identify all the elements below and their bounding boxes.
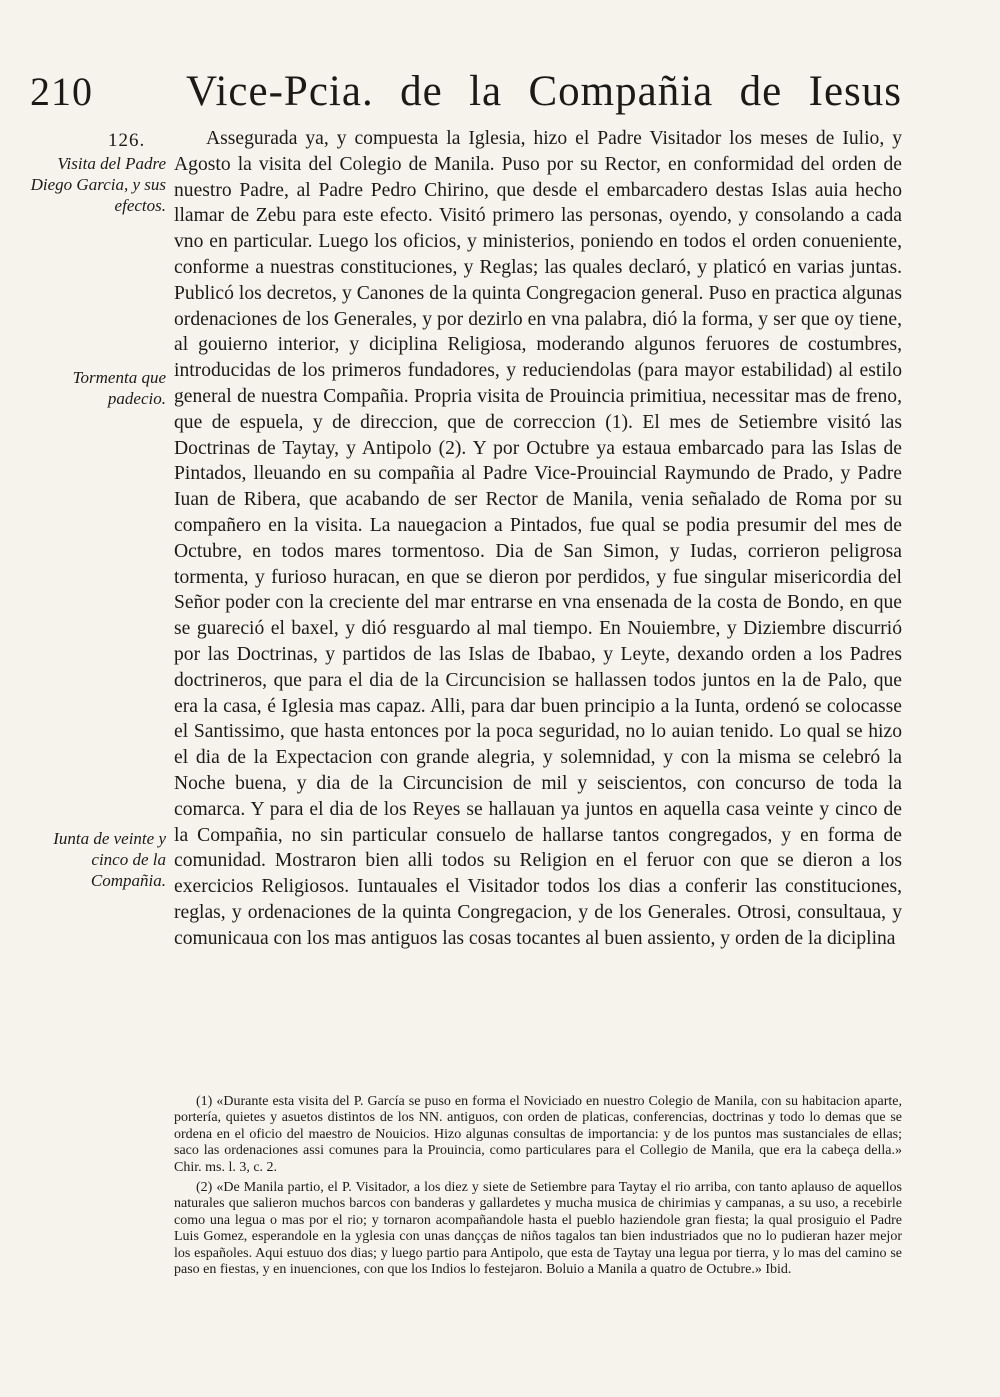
margin-note-visita: Visita del Padre Diego Garcia, y sus efectos. (30, 154, 166, 215)
section-number: 126. (108, 130, 146, 151)
running-head: Vice-Pcia. de la Compañia de Iesus (186, 68, 902, 115)
footnote-2: (2) «De Manila partio, el P. Visitador, a los diez y siete de Setiembre para Taytay el rio arriba, con tanto aplauso de aquellos naturales que salieron muchos barcos con banderas y gallardetes y mucha musica de chirimias y campanas, a su uso, a recebirle como una legua o mas por el rio; y tornaron acompañandole hasta el pueblo haziendole gran fiesta; la qual prosiguio el Padre Luis Gomez, esperandole en la yglesia con unas dançças de niños tagalos tan bien industriados que no lo pudieran hazer mejor los españoles. Aqui estuuo dos dias; y luego partio para Antipolo, que esta de Taytay una legua por tierra, y lo mas del camino se paso en fiestas, y en inuenciones, con que los Indios lo festejaron. Boluio a Manila a quatro de Octubre.» Ibid. (174, 1180, 902, 1278)
footnote-1: (1) «Durante esta visita del P. García se puso en forma el Noviciado en nuestro Colegio de Manila, con su habitacion aparte, portería, quietes y asuetos distintos de los NN. antiguos, con orden de platicas, conferencias, doctrinas y todo lo demas que se ordena en el oficio del maestro de Nouicios. Hizo algunas consultas de importancia: y de los puntos mas sustanciales de ellas; saco las ordenaciones assi comunes para la Prouincia, como particulares para el Collegio de Manila, que era la cabeça della.» Chir. ms. l. 3, c. 2. (174, 1094, 902, 1175)
footnotes (174, 1094, 902, 1282)
margin-note-tormenta: Tormenta que padecio. (72, 368, 166, 408)
body-paragraph: Assegurada ya, y compuesta la Iglesia, hizo el Padre Visitador los meses de Iulio, y Agosto la visita del Colegio de Manila. Puso por su Rector, en conformidad del orden de nuestro Padre, al Padre Pedro Chirino, que desde el embarcadero destas Islas auia hecho llamar de Zebu para este efecto. Visitó primero las personas, oyendo, y consolando a cada vno en particular. Luego los oficios, y ministerios, poniendo en todos el orden conueniente, conforme a nuestras constituciones, y Reglas; las quales declaró, y platicó en varias juntas. Publicó los decretos, y Canones de la quinta Congregacion general. Puso en practica algunas ordenaciones de los Generales, y por dezirlo en vna palabra, dió la forma, y ser que oy tiene, al gouierno interior, y diciplina Religiosa, moderando algunos feruores de costumbres, introducidas de los primeros fundadores, y reduciendolas (para mayor estabilidad) al estilo general de nuestra Compañia. Propria visita de Prouincia primitiua, necessitar mas de freno, que de espuela, y de direccion, que de correccion (1). El mes de Setiembre visitó las Doctrinas de Taytay, y Antipolo (2). Y por Octubre ya estaua embarcado para las Islas de Pintados, lleuando en su compañia al Padre Vice-Prouincial Raymundo de Prado, y Padre Iuan de Ribera, que acabando de ser Rector de Manila, venia señalado de Roma por su compañero en la visita. La nauegacion a Pintados, fue qual se podia presumir del mes de Octubre, en todos mares tormentoso. Dia de San Simon, y Iudas, corrieron peligrosa tormenta, y furioso huracan, en que se dieron por perdidos, y fue singular misericordia del Señor poder con la creciente del mar entrarse en vna ensenada de la costa de Bondo, en que se guareció el baxel, y dió resguardo al mal tiempo. En Nouiembre, y Diziembre discurrió por las Doctrinas, y partidos de las Islas de Ibabao, y Leyte, dexando orden a los Padres doctrineros, que para el dia de la Circuncision se hallassen todos juntos en la de Palo, que era la casa, é Iglesia mas capaz. Alli, para dar buen principio a la Iunta, ordenó se colocasse el Santissimo, que hasta entonces por la poca seguridad, no lo auian tenido. Lo qual se hizo el dia de la Expectacion con grande alegria, y solemnidad, y con la misma se celebró la Noche buena, y dia de la Circuncision de mil y seiscientos, con concurso de toda la comarca. Y para el dia de los Reyes se hallauan ya juntos en aquella casa veinte y cinco de la Compañia, no sin particular consuelo de hallarse tantos congregados, y en forma de comunidad. Mostraron bien alli todos su Religion en el feruor con que se dieron a los exercicios Religiosos. Iuntauales el Visitador todos los dias a conferir las constituciones, reglas, y ordenaciones de la quinta Congregacion, y de los Generales. Otrosi, consultaua, y comunicaua con los mas antiguos las cosas tocantes al buen assiento, y orden de la diciplina (174, 128, 902, 949)
margin-note-iunta: Iunta de veinte y cinco de la Compañia. (53, 829, 166, 890)
page-number: 210 (30, 69, 93, 114)
